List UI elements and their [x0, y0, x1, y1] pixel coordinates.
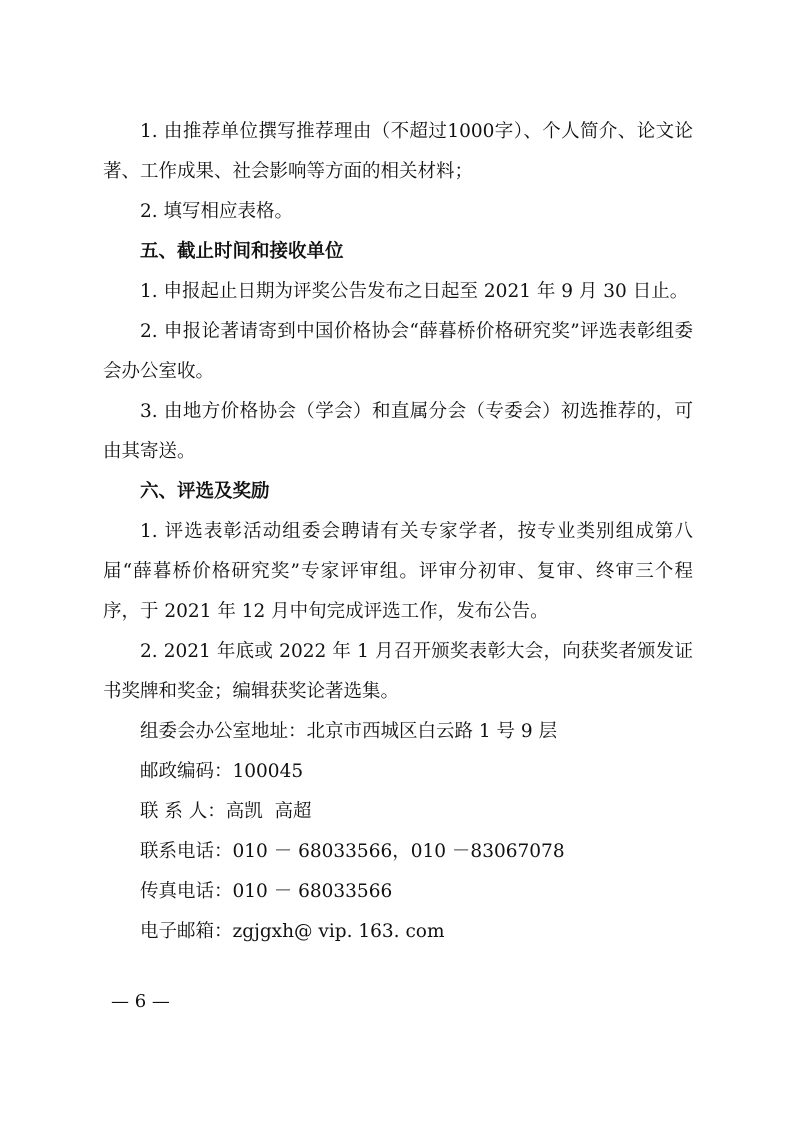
- paragraph-application-period: 1. 申报起止日期为评奖公告发布之日起至 2021 年 9 月 30 日止。: [140, 281, 689, 302]
- paragraph-review-process: 1. 评选表彰活动组委会聘请有关专家学者，按专业类别组成第八届“薛暮桥价格研究奖”专家评审组。评审分初审、复审、终审三个程序，于 2021 年 12 月中旬完成评选工作，发布公告。: [103, 521, 693, 622]
- contact-person: 联 系 人：高凯 高超: [140, 801, 312, 822]
- paragraph-materials: 1. 由推荐单位撰写推荐理由（不超过1000字）、个人简介、论文论著、工作成果、社会影响等方面的相关材料；: [103, 121, 693, 182]
- section-heading-selection: 六、评选及奖励: [140, 481, 270, 502]
- contact-phone: 联系电话：010 － 68033566，010 －83067078: [140, 841, 565, 862]
- contact-fax: 传真电话：010 － 68033566: [140, 881, 393, 902]
- section-heading-deadline: 五、截止时间和接收单位: [140, 241, 344, 262]
- document-body: [103, 112, 693, 952]
- paragraph-fill-forms: 2. 填写相应表格。: [140, 201, 294, 222]
- contact-address: 组委会办公室地址：北京市西城区白云路 1 号 9 层: [140, 721, 558, 742]
- contact-postcode: 邮政编码：100045: [140, 761, 304, 782]
- page-number: — 6 —: [111, 991, 170, 1012]
- paragraph-award-ceremony: 2. 2021 年底或 2022 年 1 月召开颁奖表彰大会，向获奖者颁发证书奖牌和奖金；编辑获奖论著选集。: [103, 641, 693, 702]
- paragraph-local-submission: 3. 由地方价格协会（学会）和直属分会（专委会）初选推荐的，可由其寄送。: [103, 401, 693, 462]
- paragraph-mailing-address: 2. 申报论著请寄到中国价格协会“薛暮桥价格研究奖”评选表彰组委会办公室收。: [103, 321, 693, 382]
- contact-email: 电子邮箱：zgjgxh@ vip. 163. com: [140, 921, 445, 942]
